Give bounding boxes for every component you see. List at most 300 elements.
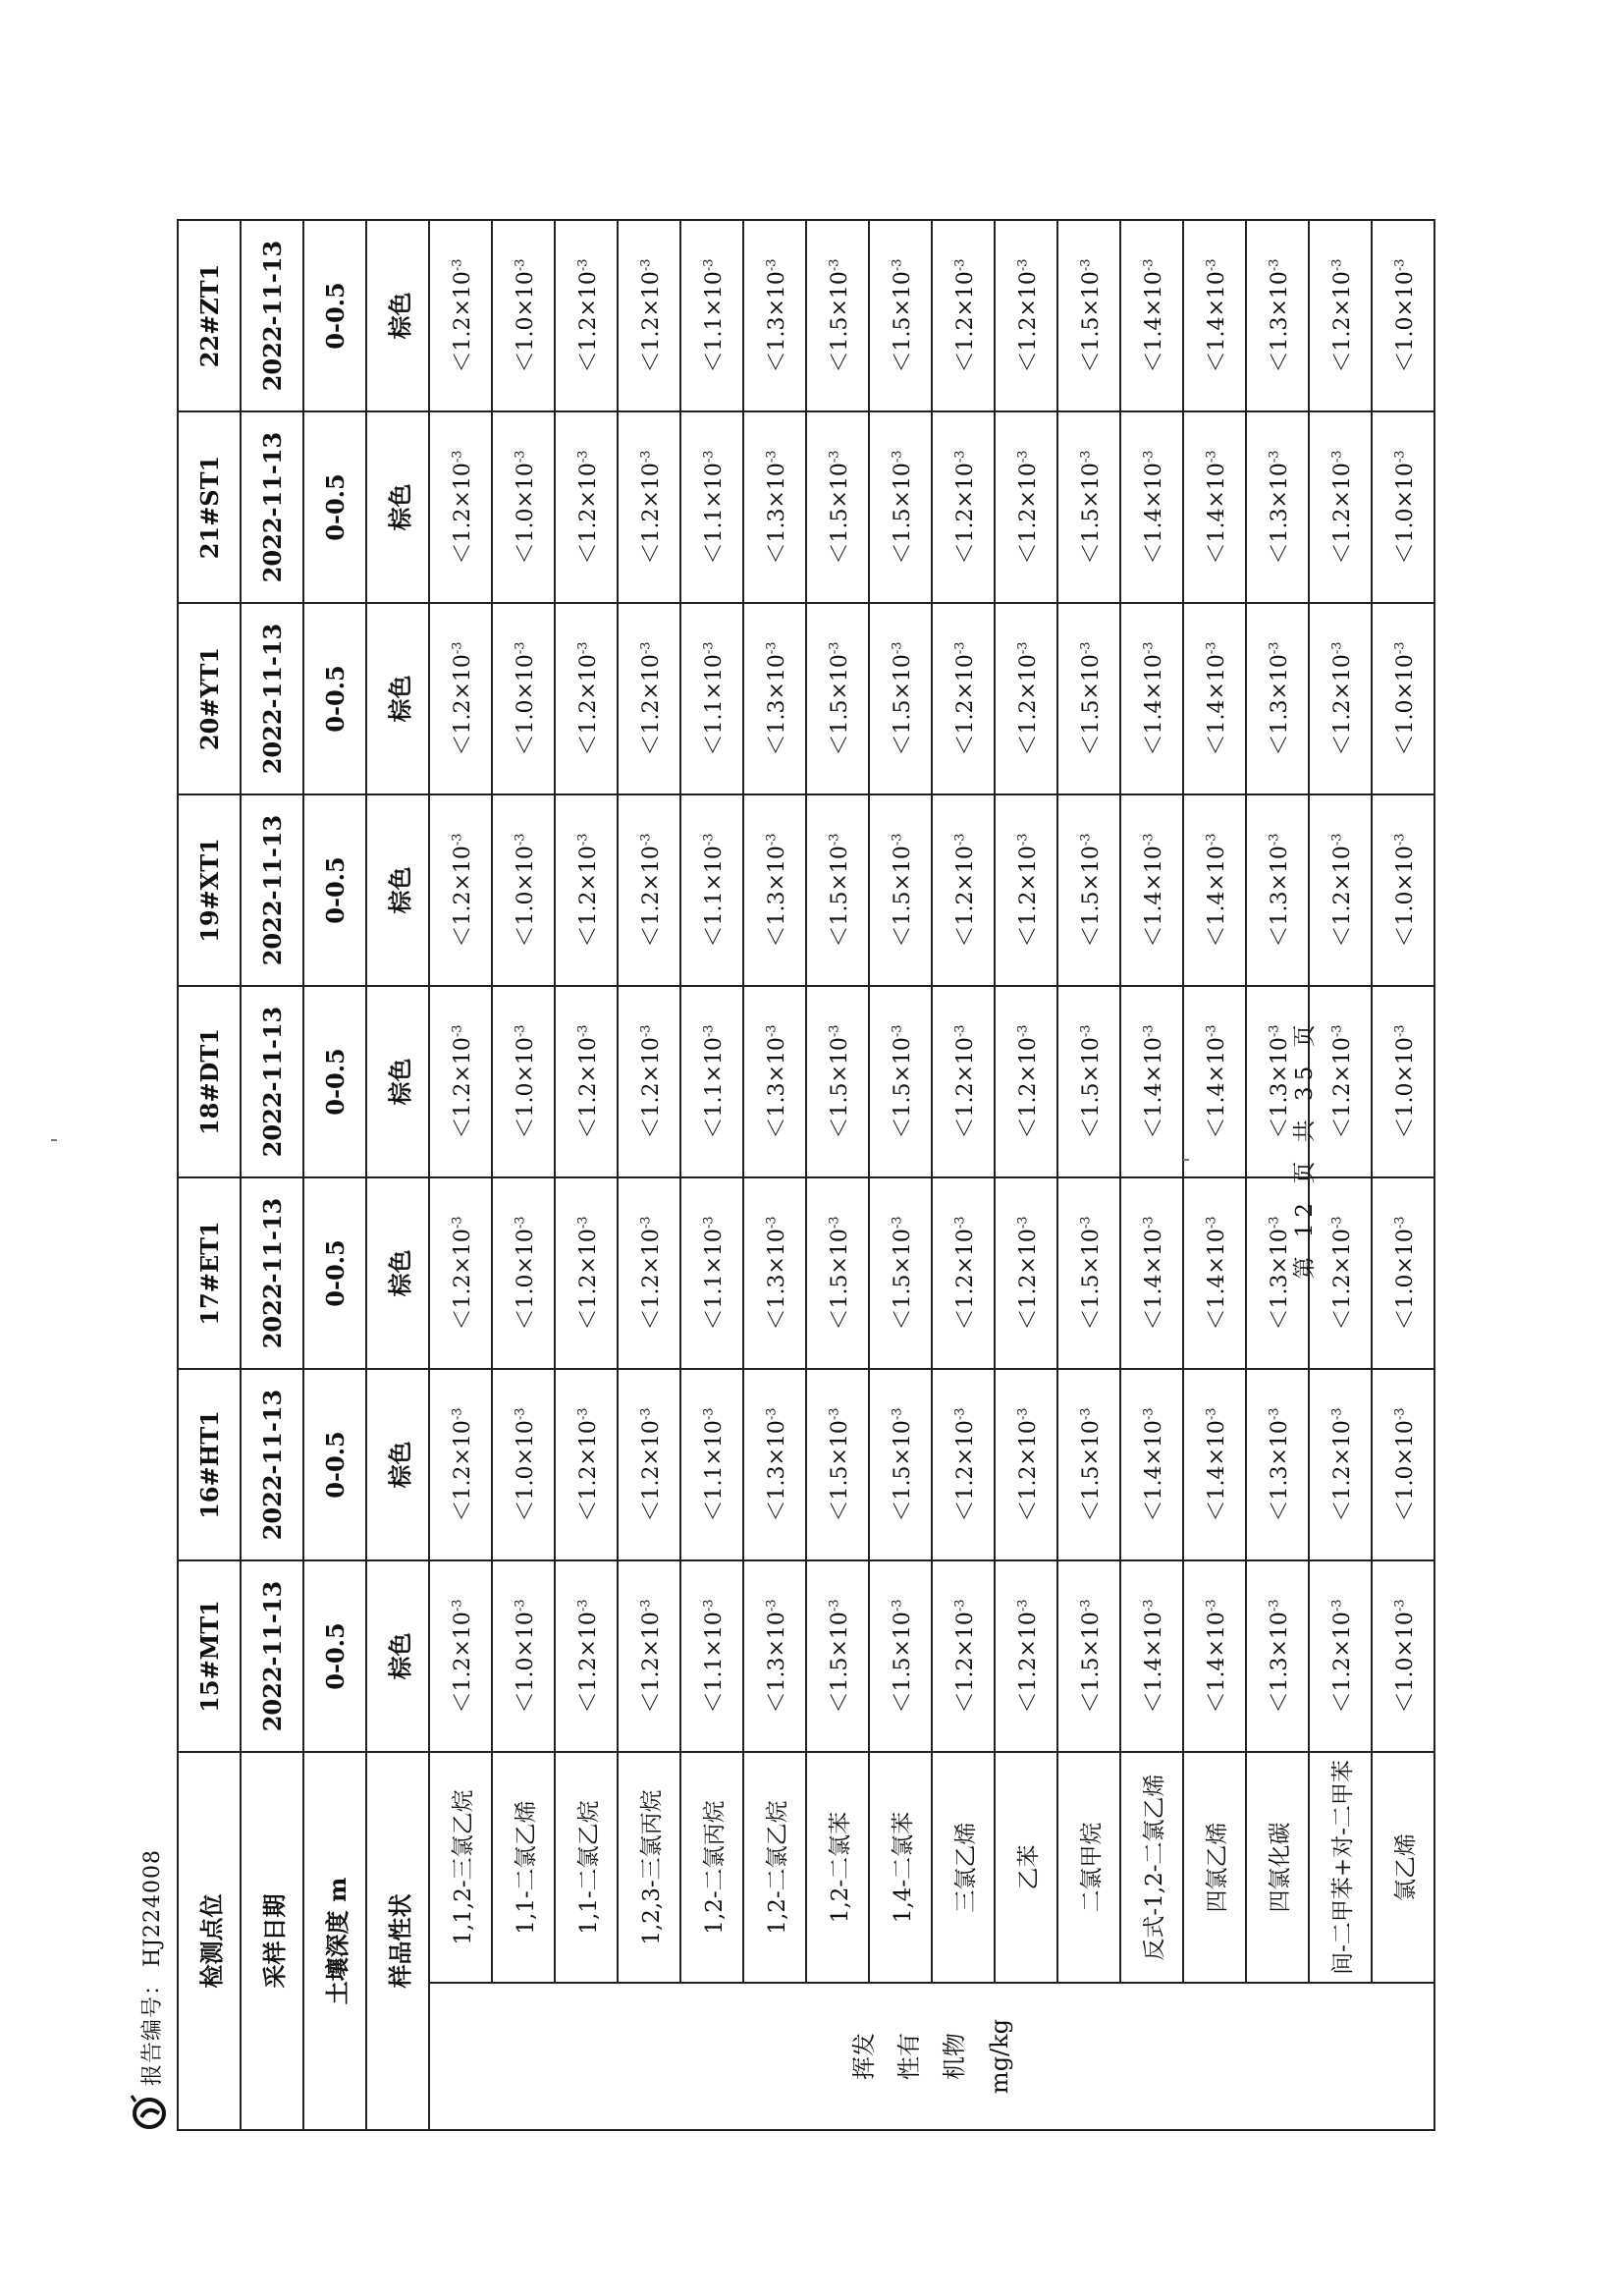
less-than-sign: ＜ bbox=[1141, 734, 1166, 756]
result-value: 1.2×10 bbox=[1329, 846, 1355, 926]
depth-cell: 0-0.5 bbox=[303, 1369, 366, 1560]
result-value: 1.2×10 bbox=[450, 1612, 475, 1692]
result-value: 1.3×10 bbox=[764, 1037, 789, 1118]
less-than-sign: ＜ bbox=[1015, 1308, 1041, 1331]
property-cell: 棕色 bbox=[366, 220, 429, 411]
result-cell bbox=[1183, 794, 1246, 986]
less-than-sign: ＜ bbox=[575, 1117, 601, 1139]
less-than-sign: ＜ bbox=[1267, 1691, 1292, 1714]
result-cell bbox=[806, 1369, 869, 1560]
result-exponent: -3 bbox=[827, 1024, 842, 1038]
result-value: 1.3×10 bbox=[764, 1420, 789, 1501]
result-cell bbox=[618, 1560, 680, 1752]
row-point bbox=[178, 220, 241, 2130]
result-cell bbox=[492, 220, 555, 411]
less-than-sign: ＜ bbox=[701, 1691, 727, 1714]
result-cell bbox=[1120, 794, 1183, 986]
result-exponent: -3 bbox=[1204, 833, 1219, 847]
result-value: 1.0×10 bbox=[1392, 654, 1418, 735]
less-than-sign: ＜ bbox=[1329, 1500, 1355, 1522]
less-than-sign: ＜ bbox=[638, 351, 664, 373]
less-than-sign: ＜ bbox=[827, 734, 852, 756]
less-than-sign: ＜ bbox=[1204, 1117, 1229, 1139]
result-cell bbox=[806, 794, 869, 986]
result-cell bbox=[995, 220, 1057, 411]
result-exponent: -3 bbox=[952, 258, 968, 272]
result-value: 1.3×10 bbox=[1267, 463, 1292, 543]
result-value: 1.2×10 bbox=[1015, 1037, 1041, 1118]
less-than-sign: ＜ bbox=[450, 1500, 475, 1522]
result-cell bbox=[555, 986, 618, 1177]
result-value: 1.2×10 bbox=[952, 271, 978, 352]
result-value: 1.2×10 bbox=[638, 1229, 664, 1309]
result-cell bbox=[743, 220, 806, 411]
less-than-sign: ＜ bbox=[701, 734, 727, 756]
result-exponent: -3 bbox=[450, 1216, 465, 1230]
less-than-sign: ＜ bbox=[701, 925, 727, 948]
result-cell bbox=[1183, 1177, 1246, 1369]
less-than-sign: ＜ bbox=[1078, 351, 1104, 373]
result-value: 1.0×10 bbox=[513, 1420, 538, 1501]
analyte-name: 1,2-二氯苯 bbox=[806, 1752, 869, 1983]
less-than-sign: ＜ bbox=[450, 1308, 475, 1331]
less-than-sign: ＜ bbox=[513, 1308, 538, 1331]
less-than-sign: ＜ bbox=[827, 1117, 852, 1139]
depth-cell: 0-0.5 bbox=[303, 1177, 366, 1369]
result-value: 1.2×10 bbox=[638, 1612, 664, 1692]
result-exponent: -3 bbox=[890, 641, 905, 655]
result-value: 1.4×10 bbox=[1141, 846, 1166, 926]
less-than-sign: ＜ bbox=[1204, 542, 1229, 565]
date-cell: 2022-11-13 bbox=[241, 1177, 303, 1369]
result-value: 1.4×10 bbox=[1141, 654, 1166, 735]
rotated-report-content bbox=[118, 167, 1473, 2131]
less-than-sign: ＜ bbox=[638, 1308, 664, 1331]
less-than-sign: ＜ bbox=[513, 1500, 538, 1522]
result-cell bbox=[429, 986, 492, 1177]
result-exponent: -3 bbox=[513, 1407, 528, 1421]
less-than-sign: ＜ bbox=[764, 1691, 789, 1714]
result-exponent: -3 bbox=[1204, 450, 1219, 464]
result-cell bbox=[1372, 603, 1434, 794]
result-exponent: -3 bbox=[827, 1599, 842, 1613]
result-cell bbox=[932, 1369, 995, 1560]
result-cell bbox=[618, 411, 680, 603]
less-than-sign: ＜ bbox=[1015, 925, 1041, 948]
result-cell bbox=[806, 986, 869, 1177]
result-value: 1.3×10 bbox=[1267, 1420, 1292, 1501]
result-cell bbox=[429, 794, 492, 986]
analyte-name: 1,2,3-三氯丙烷 bbox=[618, 1752, 680, 1983]
result-exponent: -3 bbox=[1329, 1407, 1345, 1421]
result-exponent: -3 bbox=[1392, 641, 1408, 655]
result-value: 1.5×10 bbox=[827, 1037, 852, 1118]
report-number bbox=[135, 1843, 166, 2086]
result-value: 1.3×10 bbox=[1267, 271, 1292, 352]
result-cell bbox=[492, 1369, 555, 1560]
result-cell bbox=[932, 603, 995, 794]
less-than-sign: ＜ bbox=[1141, 542, 1166, 565]
result-value: 1.1×10 bbox=[701, 463, 727, 543]
result-cell bbox=[618, 986, 680, 1177]
result-exponent: -3 bbox=[701, 1216, 717, 1230]
less-than-sign: ＜ bbox=[450, 1691, 475, 1714]
less-than-sign: ＜ bbox=[701, 542, 727, 565]
result-cell bbox=[743, 1560, 806, 1752]
result-value: 1.2×10 bbox=[638, 1037, 664, 1118]
result-cell bbox=[1057, 1560, 1120, 1752]
less-than-sign: ＜ bbox=[952, 1308, 978, 1331]
result-exponent: -3 bbox=[1267, 641, 1282, 655]
point-cell: 20#YT1 bbox=[178, 603, 241, 794]
result-cell bbox=[869, 1560, 932, 1752]
result-cell bbox=[429, 1560, 492, 1752]
result-value: 1.1×10 bbox=[701, 1420, 727, 1501]
category-cell bbox=[429, 1983, 1434, 2130]
less-than-sign: ＜ bbox=[952, 734, 978, 756]
result-cell bbox=[806, 603, 869, 794]
result-exponent: -3 bbox=[1078, 833, 1094, 847]
result-value: 1.4×10 bbox=[1141, 1037, 1166, 1118]
result-exponent: -3 bbox=[1204, 1216, 1219, 1230]
less-than-sign: ＜ bbox=[1392, 1500, 1418, 1522]
label-depth: 土壤深度 m bbox=[303, 1752, 366, 2130]
result-exponent: -3 bbox=[1015, 641, 1031, 655]
less-than-sign: ＜ bbox=[1392, 1691, 1418, 1714]
result-cell bbox=[932, 794, 995, 986]
result-cell bbox=[680, 986, 743, 1177]
result-exponent: -3 bbox=[1015, 1024, 1031, 1038]
less-than-sign: ＜ bbox=[1329, 351, 1355, 373]
result-cell bbox=[555, 1369, 618, 1560]
result-value: 1.5×10 bbox=[827, 1612, 852, 1692]
result-value: 1.3×10 bbox=[764, 1229, 789, 1309]
less-than-sign: ＜ bbox=[1267, 734, 1292, 756]
company-logo-icon bbox=[130, 2092, 167, 2131]
result-exponent: -3 bbox=[1204, 1024, 1219, 1038]
less-than-sign: ＜ bbox=[575, 542, 601, 565]
result-value: 1.2×10 bbox=[1015, 271, 1041, 352]
result-exponent: -3 bbox=[890, 258, 905, 272]
less-than-sign: ＜ bbox=[1204, 1500, 1229, 1522]
result-value: 1.5×10 bbox=[890, 1612, 915, 1692]
result-exponent: -3 bbox=[638, 258, 654, 272]
result-cell bbox=[932, 986, 995, 1177]
result-value: 1.2×10 bbox=[1015, 1612, 1041, 1692]
result-value: 1.2×10 bbox=[1015, 1229, 1041, 1309]
result-cell bbox=[869, 411, 932, 603]
less-than-sign: ＜ bbox=[513, 1117, 538, 1139]
result-value: 1.2×10 bbox=[952, 1229, 978, 1309]
result-value: 1.2×10 bbox=[575, 846, 601, 926]
less-than-sign: ＜ bbox=[513, 925, 538, 948]
result-value: 1.3×10 bbox=[764, 271, 789, 352]
result-value: 1.1×10 bbox=[701, 1612, 727, 1692]
result-cell bbox=[806, 411, 869, 603]
result-cell bbox=[680, 1177, 743, 1369]
result-cell bbox=[1183, 220, 1246, 411]
less-than-sign: ＜ bbox=[575, 1500, 601, 1522]
property-cell: 棕色 bbox=[366, 1369, 429, 1560]
table-row bbox=[1057, 220, 1120, 2130]
result-cell bbox=[1057, 1177, 1120, 1369]
less-than-sign: ＜ bbox=[575, 734, 601, 756]
less-than-sign: ＜ bbox=[513, 1691, 538, 1714]
result-cell bbox=[995, 1369, 1057, 1560]
result-exponent: -3 bbox=[1267, 833, 1282, 847]
result-exponent: -3 bbox=[1267, 258, 1282, 272]
result-value: 1.0×10 bbox=[513, 1612, 538, 1692]
result-value: 1.2×10 bbox=[638, 1420, 664, 1501]
less-than-sign: ＜ bbox=[827, 1691, 852, 1714]
point-cell: 15#MT1 bbox=[178, 1560, 241, 1752]
table-row bbox=[618, 220, 680, 2130]
analyte-name: 1,1,2-三氯乙烷 bbox=[429, 1752, 492, 1983]
less-than-sign: ＜ bbox=[638, 1117, 664, 1139]
less-than-sign: ＜ bbox=[638, 925, 664, 948]
result-exponent: -3 bbox=[1015, 833, 1031, 847]
less-than-sign: ＜ bbox=[1392, 1117, 1418, 1139]
less-than-sign: ＜ bbox=[1015, 351, 1041, 373]
result-value: 1.4×10 bbox=[1204, 463, 1229, 543]
result-value: 1.2×10 bbox=[638, 271, 664, 352]
result-cell bbox=[932, 1560, 995, 1752]
less-than-sign: ＜ bbox=[764, 1117, 789, 1139]
less-than-sign: ＜ bbox=[1392, 1308, 1418, 1331]
result-exponent: -3 bbox=[1078, 641, 1094, 655]
less-than-sign: ＜ bbox=[638, 1500, 664, 1522]
result-value: 1.2×10 bbox=[1329, 271, 1355, 352]
analyte-name: 氯乙烯 bbox=[1372, 1752, 1434, 1983]
result-exponent: -3 bbox=[450, 450, 465, 464]
result-value: 1.2×10 bbox=[575, 654, 601, 735]
result-value: 1.5×10 bbox=[1078, 271, 1104, 352]
result-value: 1.2×10 bbox=[450, 1420, 475, 1501]
result-exponent: -3 bbox=[1204, 1599, 1219, 1613]
result-cell bbox=[429, 220, 492, 411]
result-exponent: -3 bbox=[952, 1407, 968, 1421]
result-value: 1.2×10 bbox=[1329, 463, 1355, 543]
result-exponent: -3 bbox=[1267, 1216, 1282, 1230]
result-value: 1.4×10 bbox=[1204, 1612, 1229, 1692]
less-than-sign: ＜ bbox=[701, 1500, 727, 1522]
result-exponent: -3 bbox=[1267, 1407, 1282, 1421]
table-row bbox=[1183, 220, 1246, 2130]
less-than-sign: ＜ bbox=[1329, 1308, 1355, 1331]
result-exponent: -3 bbox=[1267, 450, 1282, 464]
analyte-name: 二氯甲烷 bbox=[1057, 1752, 1120, 1983]
result-value: 1.4×10 bbox=[1141, 1612, 1166, 1692]
analyte-name: 1,1-二氯乙烯 bbox=[492, 1752, 555, 1983]
result-cell bbox=[429, 1369, 492, 1560]
result-cell bbox=[555, 411, 618, 603]
date-cell: 2022-11-13 bbox=[241, 220, 303, 411]
result-value: 1.2×10 bbox=[638, 654, 664, 735]
result-value: 1.4×10 bbox=[1141, 1229, 1166, 1309]
result-value: 1.3×10 bbox=[1267, 1229, 1292, 1309]
result-cell bbox=[555, 220, 618, 411]
result-exponent: -3 bbox=[952, 450, 968, 464]
result-value: 1.2×10 bbox=[450, 846, 475, 926]
result-exponent: -3 bbox=[1392, 258, 1408, 272]
result-exponent: -3 bbox=[1329, 1599, 1345, 1613]
result-cell bbox=[1372, 220, 1434, 411]
less-than-sign: ＜ bbox=[1329, 1117, 1355, 1139]
result-cell bbox=[869, 794, 932, 986]
result-value: 1.0×10 bbox=[513, 463, 538, 543]
analyte-name: 四氯化碳 bbox=[1246, 1752, 1309, 1983]
result-cell bbox=[618, 794, 680, 986]
result-exponent: -3 bbox=[1141, 1216, 1157, 1230]
result-cell bbox=[995, 1560, 1057, 1752]
point-cell: 19#XT1 bbox=[178, 794, 241, 986]
result-exponent: -3 bbox=[1078, 1407, 1094, 1421]
result-value: 1.5×10 bbox=[890, 1229, 915, 1309]
result-cell bbox=[492, 794, 555, 986]
less-than-sign: ＜ bbox=[890, 542, 915, 565]
result-value: 1.0×10 bbox=[1392, 271, 1418, 352]
result-value: 1.5×10 bbox=[890, 846, 915, 926]
scan-mark bbox=[1183, 1159, 1189, 1161]
less-than-sign: ＜ bbox=[1267, 1308, 1292, 1331]
analyte-name: 1,2-二氯丙烷 bbox=[680, 1752, 743, 1983]
result-cell bbox=[743, 986, 806, 1177]
result-value: 1.2×10 bbox=[450, 1229, 475, 1309]
result-exponent: -3 bbox=[701, 1599, 717, 1613]
result-value: 1.5×10 bbox=[827, 1420, 852, 1501]
report-number-value: HJ224008 bbox=[140, 1848, 165, 1967]
less-than-sign: ＜ bbox=[764, 1500, 789, 1522]
result-exponent: -3 bbox=[513, 1216, 528, 1230]
analyte-name: 间-二甲苯+对-二甲苯 bbox=[1309, 1752, 1372, 1983]
result-exponent: -3 bbox=[952, 1024, 968, 1038]
result-value: 1.2×10 bbox=[450, 1037, 475, 1118]
less-than-sign: ＜ bbox=[1392, 734, 1418, 756]
depth-cell: 0-0.5 bbox=[303, 794, 366, 986]
result-cell bbox=[618, 603, 680, 794]
result-value: 1.0×10 bbox=[1392, 1612, 1418, 1692]
result-cell bbox=[995, 603, 1057, 794]
result-value: 1.2×10 bbox=[952, 1420, 978, 1501]
result-value: 1.1×10 bbox=[701, 271, 727, 352]
result-value: 1.2×10 bbox=[952, 463, 978, 543]
result-cell bbox=[1372, 986, 1434, 1177]
result-value: 1.5×10 bbox=[1078, 846, 1104, 926]
result-exponent: -3 bbox=[638, 1407, 654, 1421]
result-cell bbox=[1120, 220, 1183, 411]
row-depth bbox=[303, 220, 366, 2130]
less-than-sign: ＜ bbox=[575, 351, 601, 373]
less-than-sign: ＜ bbox=[1141, 1691, 1166, 1714]
depth-cell: 0-0.5 bbox=[303, 220, 366, 411]
result-cell bbox=[1183, 1369, 1246, 1560]
result-exponent: -3 bbox=[827, 450, 842, 464]
result-cell bbox=[492, 986, 555, 1177]
result-exponent: -3 bbox=[575, 1216, 591, 1230]
result-exponent: -3 bbox=[1392, 1216, 1408, 1230]
less-than-sign: ＜ bbox=[890, 1117, 915, 1139]
less-than-sign: ＜ bbox=[952, 351, 978, 373]
result-value: 1.5×10 bbox=[890, 1037, 915, 1118]
result-exponent: -3 bbox=[513, 641, 528, 655]
less-than-sign: ＜ bbox=[1329, 1691, 1355, 1714]
result-value: 1.0×10 bbox=[1392, 846, 1418, 926]
label-property: 样品性状 bbox=[366, 1752, 429, 2130]
result-exponent: -3 bbox=[450, 1024, 465, 1038]
result-exponent: -3 bbox=[1141, 450, 1157, 464]
label-point: 检测点位 bbox=[178, 1752, 241, 2130]
analyte-name: 三氯乙烯 bbox=[932, 1752, 995, 1983]
result-exponent: -3 bbox=[1078, 1599, 1094, 1613]
result-value: 1.2×10 bbox=[1015, 654, 1041, 735]
result-cell bbox=[1372, 794, 1434, 986]
less-than-sign: ＜ bbox=[1329, 734, 1355, 756]
result-value: 1.2×10 bbox=[575, 463, 601, 543]
less-than-sign: ＜ bbox=[827, 925, 852, 948]
row-property bbox=[366, 220, 429, 2130]
result-cell bbox=[618, 1177, 680, 1369]
result-value: 1.5×10 bbox=[827, 1229, 852, 1309]
result-exponent: -3 bbox=[575, 1407, 591, 1421]
analyte-name: 乙苯 bbox=[995, 1752, 1057, 1983]
less-than-sign: ＜ bbox=[1078, 1308, 1104, 1331]
less-than-sign: ＜ bbox=[1015, 542, 1041, 565]
analyte-name: 1,2-二氯乙烷 bbox=[743, 1752, 806, 1983]
result-value: 1.2×10 bbox=[1329, 654, 1355, 735]
result-exponent: -3 bbox=[575, 1599, 591, 1613]
result-exponent: -3 bbox=[1015, 258, 1031, 272]
less-than-sign: ＜ bbox=[1329, 542, 1355, 565]
date-cell: 2022-11-13 bbox=[241, 411, 303, 603]
result-exponent: -3 bbox=[1267, 1024, 1282, 1038]
result-exponent: -3 bbox=[1329, 258, 1345, 272]
row-date bbox=[241, 220, 303, 2130]
result-value: 1.2×10 bbox=[1015, 846, 1041, 926]
result-exponent: -3 bbox=[575, 833, 591, 847]
result-value: 1.2×10 bbox=[1329, 1612, 1355, 1692]
result-exponent: -3 bbox=[1204, 1407, 1219, 1421]
less-than-sign: ＜ bbox=[1392, 925, 1418, 948]
result-value: 1.3×10 bbox=[764, 654, 789, 735]
result-value: 1.2×10 bbox=[1329, 1229, 1355, 1309]
result-exponent: -3 bbox=[764, 833, 780, 847]
point-cell: 18#DT1 bbox=[178, 986, 241, 1177]
less-than-sign: ＜ bbox=[827, 1500, 852, 1522]
result-exponent: -3 bbox=[638, 1024, 654, 1038]
result-cell bbox=[680, 603, 743, 794]
date-cell: 2022-11-13 bbox=[241, 986, 303, 1177]
result-exponent: -3 bbox=[827, 1407, 842, 1421]
result-cell bbox=[806, 220, 869, 411]
result-exponent: -3 bbox=[701, 1407, 717, 1421]
result-value: 1.2×10 bbox=[952, 1037, 978, 1118]
result-value: 1.2×10 bbox=[952, 846, 978, 926]
result-exponent: -3 bbox=[638, 1599, 654, 1613]
result-value: 1.4×10 bbox=[1204, 1420, 1229, 1501]
less-than-sign: ＜ bbox=[575, 925, 601, 948]
results-table bbox=[177, 219, 1435, 2131]
less-than-sign: ＜ bbox=[952, 1691, 978, 1714]
result-exponent: -3 bbox=[1392, 833, 1408, 847]
result-value: 1.2×10 bbox=[638, 463, 664, 543]
result-cell bbox=[555, 794, 618, 986]
result-exponent: -3 bbox=[764, 1216, 780, 1230]
less-than-sign: ＜ bbox=[1204, 351, 1229, 373]
result-value: 1.2×10 bbox=[952, 654, 978, 735]
result-exponent: -3 bbox=[1015, 450, 1031, 464]
result-cell bbox=[555, 1177, 618, 1369]
result-exponent: -3 bbox=[701, 641, 717, 655]
